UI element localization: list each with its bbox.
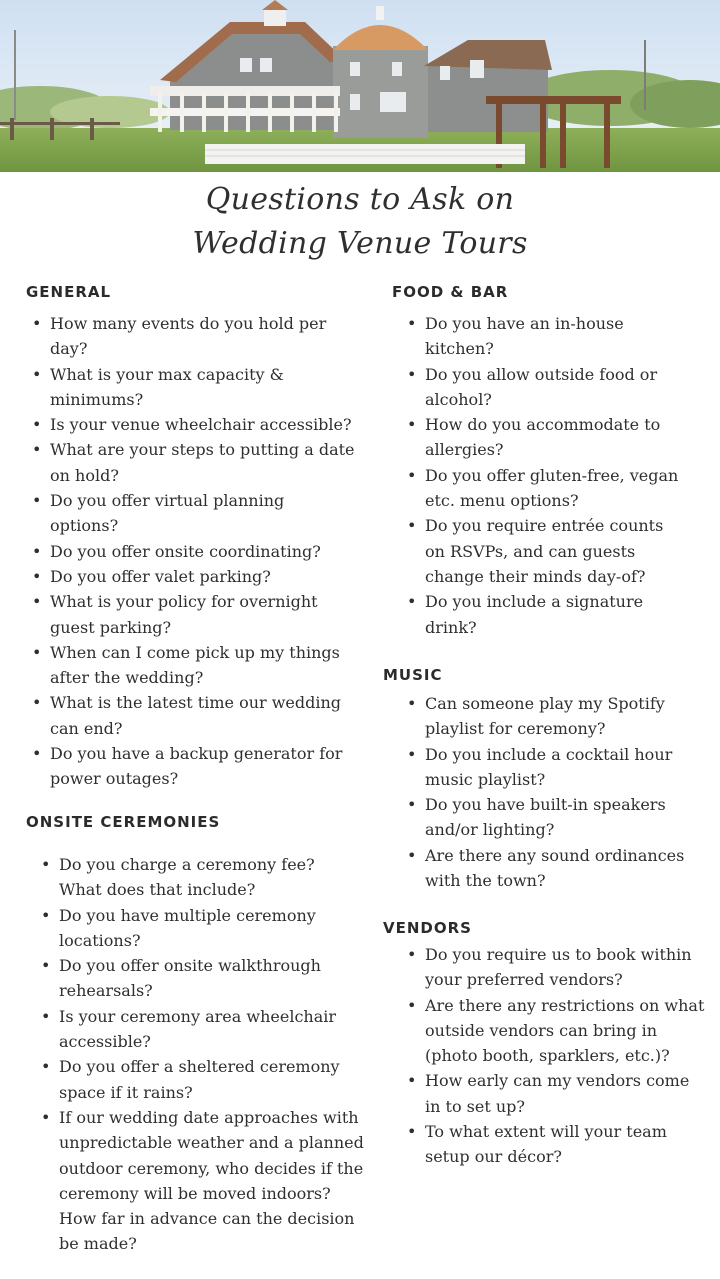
section-heading: FOOD & BAR	[392, 283, 509, 301]
question-list	[26, 311, 371, 792]
list-item: • Are there any restrictions on what outside vendors can bring in (photo booth, sparklers, etc.)?	[401, 993, 703, 1069]
section-general	[26, 282, 371, 792]
list-item: • Do you include a signature drink?	[401, 589, 702, 640]
title-line-2: Wedding Venue Tours	[192, 226, 528, 261]
list-item: • Do you charge a ceremony fee? What does that include?	[35, 852, 371, 903]
list-item: • What is your max capacity & minimums?	[26, 362, 371, 413]
list-item: • Do you have a backup generator for power outages?	[26, 741, 371, 792]
list-item: • If our wedding date approaches with unpredictable weather and a planned outdoor ceremony, who decides if the ceremony will be moved indoors? How far in advance can the decision be made?	[35, 1105, 371, 1257]
list-item: • Do you have multiple ceremony locations?	[35, 903, 371, 954]
list-item: • How do you accommodate to allergies?	[401, 412, 702, 463]
list-item: • Can someone play my Spotify playlist for ceremony?	[401, 691, 703, 742]
question-list	[26, 852, 371, 1257]
list-item: • How many events do you hold per day?	[26, 311, 371, 362]
list-item: • Do you offer onsite coordinating?	[26, 539, 371, 564]
venue-photo	[0, 0, 720, 172]
list-item: • To what extent will your team setup our décor?	[401, 1119, 703, 1170]
list-item: • Do you have built-in speakers and/or lighting?	[401, 792, 703, 843]
section-heading: VENDORS	[383, 919, 472, 937]
section-onsite-ceremonies	[26, 812, 371, 1257]
title-line-1: Questions to Ask on	[205, 182, 515, 217]
list-item: • Is your venue wheelchair accessible?	[26, 412, 371, 437]
list-item: • Do you include a cocktail hour music playlist?	[401, 742, 703, 793]
list-item: • Do you offer virtual planning options?	[26, 488, 371, 539]
section-music	[383, 665, 703, 893]
question-list	[383, 942, 703, 1170]
list-item: • What is your policy for overnight guest parking?	[26, 589, 371, 640]
page-title	[0, 178, 720, 266]
venue-photo-illustration	[0, 0, 720, 172]
section-vendors	[383, 918, 703, 1170]
question-list	[383, 691, 703, 893]
section-heading: MUSIC	[383, 666, 443, 684]
list-item: • How early can my vendors come in to set up?	[401, 1068, 703, 1119]
question-list	[392, 311, 702, 640]
list-item: • Do you offer a sheltered ceremony space if it rains?	[35, 1054, 371, 1105]
list-item: • Do you offer valet parking?	[26, 564, 371, 589]
list-item: • Are there any sound ordinances with the town?	[401, 843, 703, 894]
section-heading: ONSITE CEREMONIES	[26, 813, 221, 831]
list-item: • Do you require us to book within your preferred vendors?	[401, 942, 703, 993]
list-item: • What are your steps to putting a date on hold?	[26, 437, 371, 488]
list-item: • When can I come pick up my things after the wedding?	[26, 640, 371, 691]
list-item: • Do you offer gluten-free, vegan etc. menu options?	[401, 463, 702, 514]
list-item: • Do you require entrée counts on RSVPs, and can guests change their minds day-of?	[401, 513, 702, 589]
list-item: • Do you allow outside food or alcohol?	[401, 362, 702, 413]
list-item: • Do you offer onsite walkthrough rehearsals?	[35, 953, 371, 1004]
section-heading: GENERAL	[26, 283, 112, 301]
list-item: • What is the latest time our wedding can end?	[26, 690, 371, 741]
list-item: • Is your ceremony area wheelchair accessible?	[35, 1004, 371, 1055]
list-item: • Do you have an in-house kitchen?	[401, 311, 702, 362]
section-food-bar	[392, 282, 702, 640]
